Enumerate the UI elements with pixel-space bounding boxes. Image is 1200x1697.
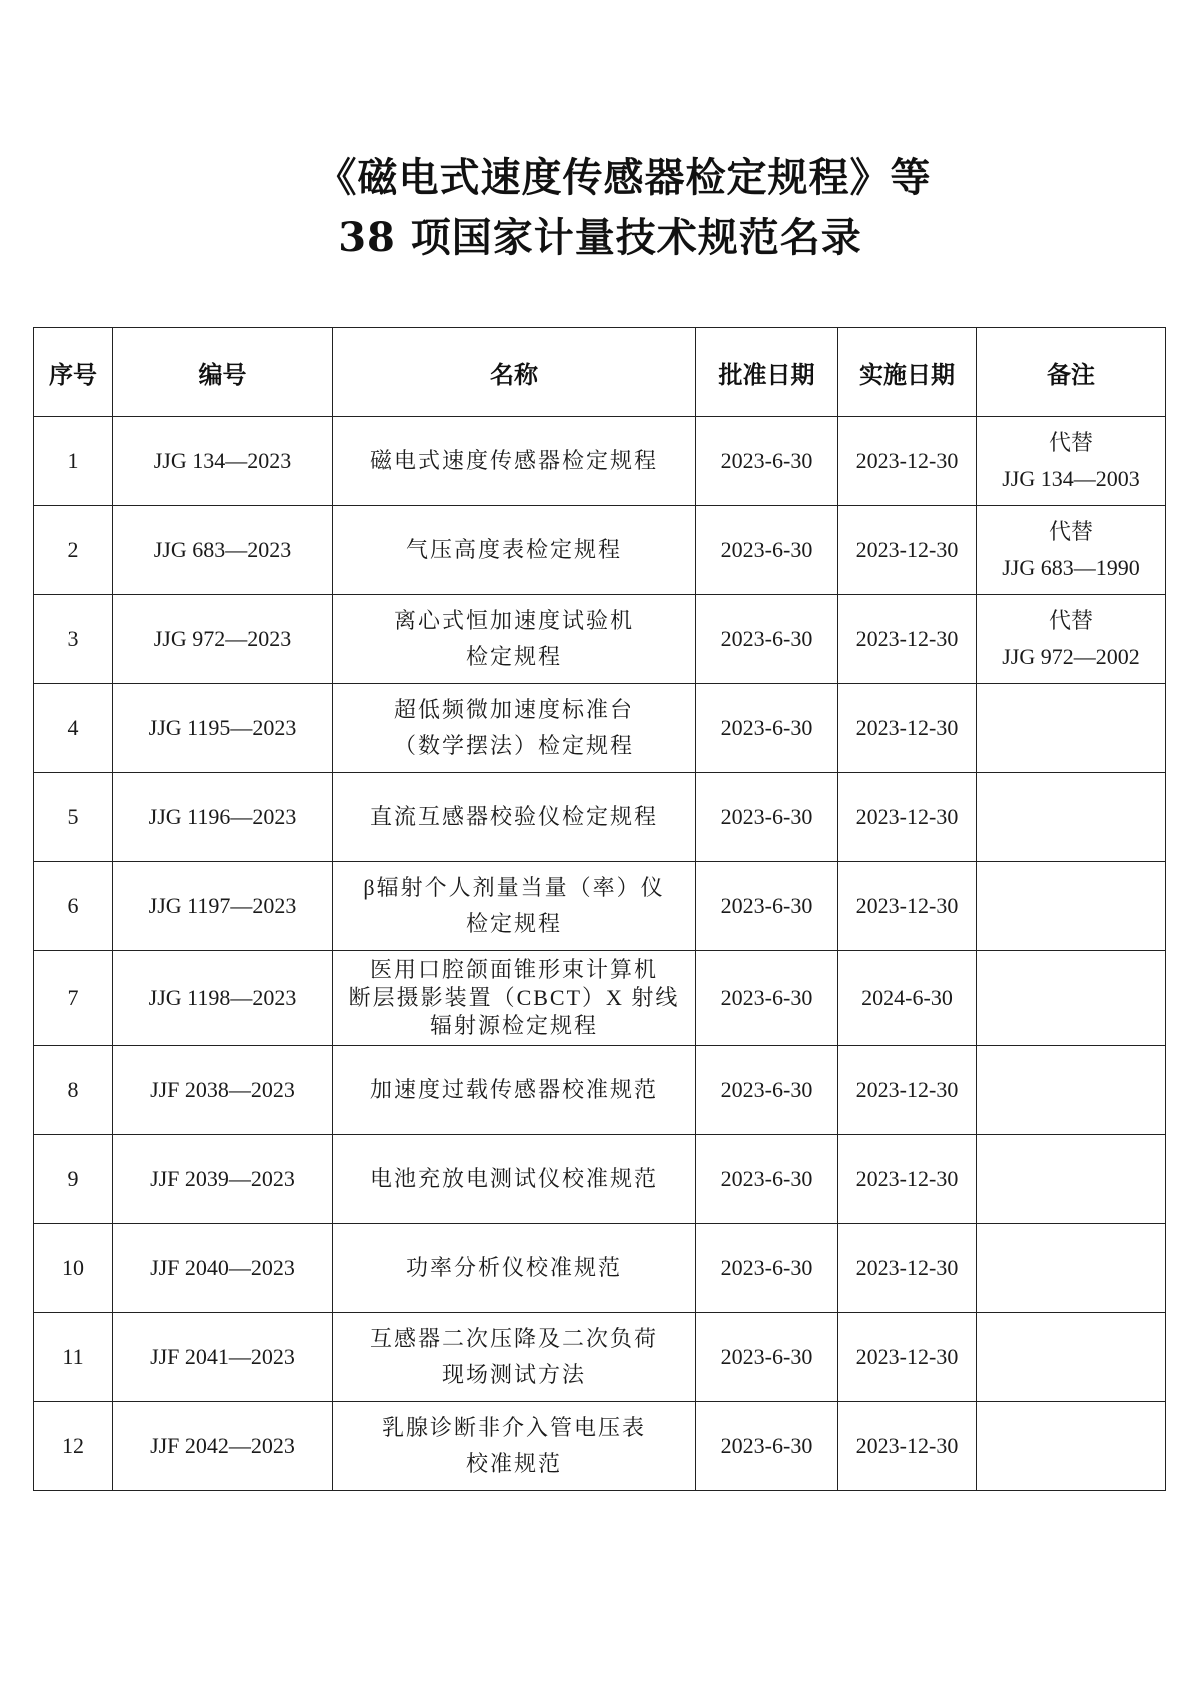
cell-name-line: 乳腺诊断非介入管电压表 — [381, 1415, 646, 1440]
cell-implement-date: 2023-12-30 — [838, 1224, 977, 1313]
cell-code: JJG 1195—2023 — [113, 684, 333, 773]
cell-seq: 3 — [34, 595, 113, 684]
cell-approve-date: 2023-6-30 — [696, 684, 838, 773]
cell-implement-date: 2023-12-30 — [838, 773, 977, 862]
cell-remark-line: JJG 972—2002 — [1002, 644, 1140, 669]
cell-name — [333, 506, 696, 595]
cell-seq: 7 — [34, 951, 113, 1046]
cell-name — [333, 862, 696, 951]
cell-seq: 9 — [34, 1135, 113, 1224]
cell-name — [333, 1313, 696, 1402]
cell-seq: 10 — [34, 1224, 113, 1313]
cell-name-line: 加速度过载传感器校准规范 — [369, 1077, 658, 1102]
table-row — [34, 506, 1166, 595]
cell-approve-date: 2023-6-30 — [696, 1313, 838, 1402]
header-name: 名称 — [333, 328, 696, 417]
cell-remark — [977, 951, 1166, 1046]
cell-remark — [977, 506, 1166, 595]
page-title-line-1: 《磁电式速度传感器检定规程》等 — [316, 154, 932, 201]
cell-code: JJG 683—2023 — [113, 506, 333, 595]
cell-code: JJF 2040—2023 — [113, 1224, 333, 1313]
cell-remark — [977, 862, 1166, 951]
cell-code: JJG 134—2023 — [113, 417, 333, 506]
cell-code: JJF 2042—2023 — [113, 1402, 333, 1491]
cell-name-line: 磁电式速度传感器检定规程 — [369, 448, 658, 473]
header-approve-date: 批准日期 — [696, 328, 838, 417]
cell-name-line: 电池充放电测试仪校准规范 — [369, 1166, 658, 1191]
cell-code: JJG 1198—2023 — [113, 951, 333, 1046]
cell-code: JJF 2038—2023 — [113, 1046, 333, 1135]
cell-seq: 11 — [34, 1313, 113, 1402]
cell-remark — [977, 417, 1166, 506]
cell-implement-date: 2023-12-30 — [838, 1046, 977, 1135]
cell-name-line: 检定规程 — [465, 911, 562, 936]
cell-approve-date: 2023-6-30 — [696, 862, 838, 951]
cell-name-line: 断层摄影装置（CBCT）X 射线 — [348, 985, 680, 1010]
cell-implement-date: 2023-12-30 — [838, 1313, 977, 1402]
cell-name-line: β辐射个人剂量当量（率）仪 — [363, 875, 665, 900]
table-row — [34, 773, 1166, 862]
cell-seq: 2 — [34, 506, 113, 595]
cell-name-line: （数学摆法）检定规程 — [393, 733, 634, 758]
table-row — [34, 1046, 1166, 1135]
cell-implement-date: 2023-12-30 — [838, 1135, 977, 1224]
cell-approve-date: 2023-6-30 — [696, 595, 838, 684]
cell-name-line: 超低频微加速度标准台 — [393, 697, 634, 722]
standards-table — [33, 327, 1166, 1491]
cell-name — [333, 417, 696, 506]
table-row — [34, 595, 1166, 684]
cell-name-line: 辐射源检定规程 — [429, 1013, 598, 1038]
cell-implement-date: 2023-12-30 — [838, 595, 977, 684]
cell-remark-line: 代替 — [1048, 519, 1093, 544]
cell-implement-date: 2023-12-30 — [838, 417, 977, 506]
cell-code: JJG 972—2023 — [113, 595, 333, 684]
cell-implement-date: 2023-12-30 — [838, 684, 977, 773]
cell-name-line: 气压高度表检定规程 — [405, 537, 622, 562]
cell-name — [333, 684, 696, 773]
cell-name-line: 医用口腔颌面锥形束计算机 — [369, 957, 658, 982]
cell-name-line: 校准规范 — [465, 1451, 562, 1476]
cell-name-line: 现场测试方法 — [441, 1362, 586, 1387]
cell-remark — [977, 595, 1166, 684]
cell-remark — [977, 1135, 1166, 1224]
cell-approve-date: 2023-6-30 — [696, 1046, 838, 1135]
cell-seq: 1 — [34, 417, 113, 506]
header-implement-date: 实施日期 — [838, 328, 977, 417]
cell-remark-line: 代替 — [1048, 608, 1093, 633]
cell-remark-line: JJG 683—1990 — [1002, 555, 1140, 580]
cell-remark — [977, 1313, 1166, 1402]
table-row — [34, 1224, 1166, 1313]
cell-remark-line: JJG 134—2003 — [1002, 466, 1140, 491]
cell-name-line: 检定规程 — [465, 644, 562, 669]
table-header-row — [34, 328, 1166, 417]
cell-implement-date: 2024-6-30 — [838, 951, 977, 1046]
cell-remark — [977, 1224, 1166, 1313]
cell-code: JJG 1196—2023 — [113, 773, 333, 862]
cell-seq: 5 — [34, 773, 113, 862]
cell-approve-date: 2023-6-30 — [696, 1402, 838, 1491]
cell-seq: 8 — [34, 1046, 113, 1135]
header-remark: 备注 — [977, 328, 1166, 417]
header-seq: 序号 — [34, 328, 113, 417]
cell-seq: 6 — [34, 862, 113, 951]
cell-remark — [977, 1402, 1166, 1491]
table-row — [34, 684, 1166, 773]
page-title-line-2: 38 项国家计量技术规范名录 — [338, 214, 862, 261]
cell-approve-date: 2023-6-30 — [696, 1224, 838, 1313]
cell-remark — [977, 1046, 1166, 1135]
cell-approve-date: 2023-6-30 — [696, 951, 838, 1046]
cell-code: JJG 1197—2023 — [113, 862, 333, 951]
cell-approve-date: 2023-6-30 — [696, 506, 838, 595]
cell-remark — [977, 773, 1166, 862]
cell-name-line: 离心式恒加速度试验机 — [393, 608, 634, 633]
table-row — [34, 1313, 1166, 1402]
cell-implement-date: 2023-12-30 — [838, 1402, 977, 1491]
cell-approve-date: 2023-6-30 — [696, 417, 838, 506]
cell-implement-date: 2023-12-30 — [838, 862, 977, 951]
cell-name-line: 功率分析仪校准规范 — [405, 1255, 622, 1280]
table-row — [34, 951, 1166, 1046]
cell-name — [333, 1135, 696, 1224]
cell-approve-date: 2023-6-30 — [696, 1135, 838, 1224]
cell-name-line: 互感器二次压降及二次负荷 — [369, 1326, 658, 1351]
cell-name — [333, 951, 696, 1046]
cell-implement-date: 2023-12-30 — [838, 506, 977, 595]
cell-approve-date: 2023-6-30 — [696, 773, 838, 862]
table-row — [34, 417, 1166, 506]
cell-code: JJF 2039—2023 — [113, 1135, 333, 1224]
cell-remark-line: 代替 — [1048, 430, 1093, 455]
cell-name-line: 直流互感器校验仪检定规程 — [369, 804, 658, 829]
cell-name — [333, 1224, 696, 1313]
cell-name — [333, 773, 696, 862]
cell-name — [333, 1046, 696, 1135]
table-row — [34, 862, 1166, 951]
cell-remark — [977, 684, 1166, 773]
cell-seq: 12 — [34, 1402, 113, 1491]
cell-seq: 4 — [34, 684, 113, 773]
cell-name — [333, 1402, 696, 1491]
cell-code: JJF 2041—2023 — [113, 1313, 333, 1402]
table-row — [34, 1402, 1166, 1491]
cell-name — [333, 595, 696, 684]
table-row — [34, 1135, 1166, 1224]
header-code: 编号 — [113, 328, 333, 417]
